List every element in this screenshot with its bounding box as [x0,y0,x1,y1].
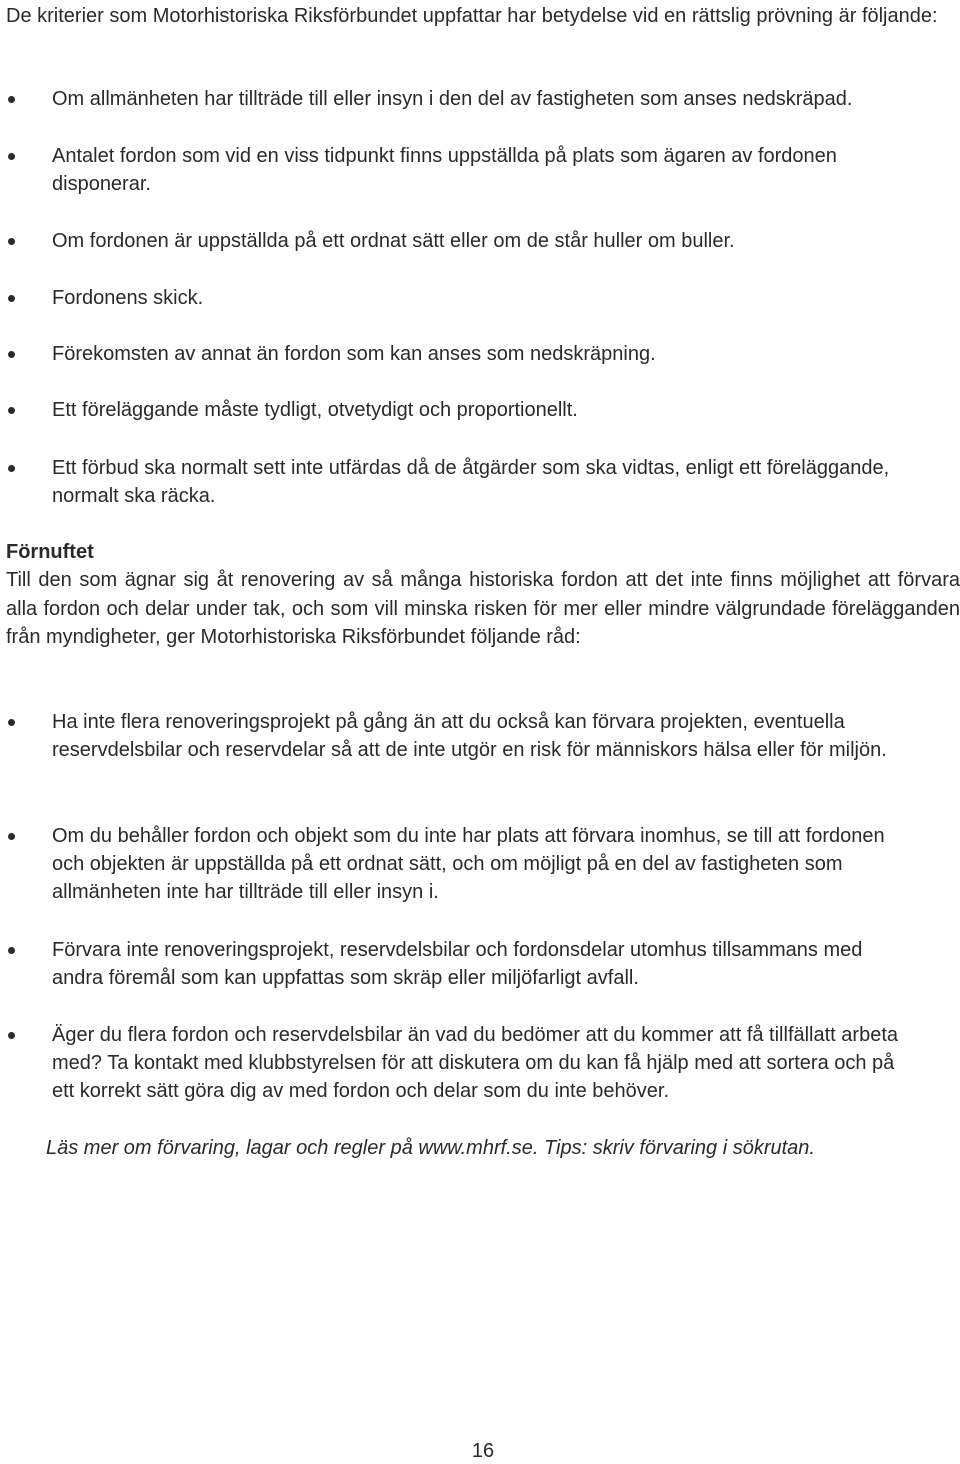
criteria-item-text: Ett förbud ska normalt sett inte utfärdas då de åtgärder som ska vidtas, enligt ett föreläggande, normalt ska räcka. [52,457,890,507]
section-heading: Förnuftet [6,541,94,563]
intro-text: De kriterier som Motorhistoriska Riksförbundet uppfattar har betydelse vid en rättslig prövning är följande: [6,5,938,27]
bullet-icon [8,295,15,302]
bullet-icon [8,947,15,954]
criteria-item [6,85,960,113]
criteria-item-text: Ett föreläggande måste tydligt, otvetydigt och proportionellt. [52,399,578,421]
section-paragraph: Till den som ägnar sig åt renovering av så många historiska fordon att det inte finns möjlighet att förvara alla fordon och delar under tak, och som vill minska risken för mer eller mindre välgrundade förelägganden från myndigheter, ger Motorhistoriska Riksförbundet följande råd: [6,569,960,648]
advice-item [6,936,960,992]
criteria-item [6,227,960,255]
criteria-item [6,284,960,312]
bullet-icon [8,407,15,414]
advice-item-text: Om du behåller fordon och objekt som du inte har plats att förvara inomhus, se till att fordonen och objekten är uppställda på ett ordnat sätt, och om möjligt på en del av fastigheten som allmänheten inte har tillträde till eller insyn i. [52,825,885,903]
advice-item [6,708,960,764]
criteria-item [6,396,960,424]
criteria-item-text: Förekomsten av annat än fordon som kan anses som nedskräpning. [52,343,656,365]
criteria-item-text: Antalet fordon som vid en viss tidpunkt finns uppställda på plats som ägaren av fordonen disponerar. [52,145,837,195]
bullet-icon [8,833,15,840]
page-number: 16 [471,1440,495,1462]
criteria-item-text: Om fordonen är uppställda på ett ordnat sätt eller om de står huller om buller. [52,230,735,252]
read-more-note: Läs mer om förvaring, lagar och regler på www.mhrf.se. Tips: skriv förvaring i sökrutan. [46,1137,815,1159]
criteria-item-text: Fordonens skick. [52,287,204,309]
bullet-icon [8,96,15,103]
bullet-icon [8,153,15,160]
bullet-icon [8,351,15,358]
document-page [6,0,960,1464]
bullet-icon [8,719,15,726]
criteria-item [6,340,960,368]
advice-item [6,822,960,906]
advice-item [6,1021,960,1105]
advice-item-text: Ha inte flera renoveringsprojekt på gång än att du också kan förvara projekten, eventuella reservdelsbilar och reservdelar så att de inte utgör en risk för människors hälsa eller för miljön. [52,711,887,761]
bullet-icon [8,238,15,245]
criteria-item [6,142,960,198]
criteria-item-text: Om allmänheten har tillträde till eller insyn i den del av fastigheten som anses nedskräpad. [52,88,853,110]
bullet-icon [8,1032,15,1039]
criteria-item [6,454,960,510]
bullet-icon [8,465,15,472]
advice-item-text: Äger du flera fordon och reservdelsbilar än vad du bedömer att du kommer att få tillfällatt arbeta med? Ta kontakt med klubbstyrelsen för att diskutera om du kan få hjälp med att sortera och på ett korrekt sätt göra dig av med fordon och delar som du inte behöver. [52,1024,899,1102]
advice-item-text: Förvara inte renoveringsprojekt, reservdelsbilar och fordonsdelar utomhus tillsammans med andra föremål som kan uppfattas som skräp eller miljöfarligt avfall. [52,939,863,989]
